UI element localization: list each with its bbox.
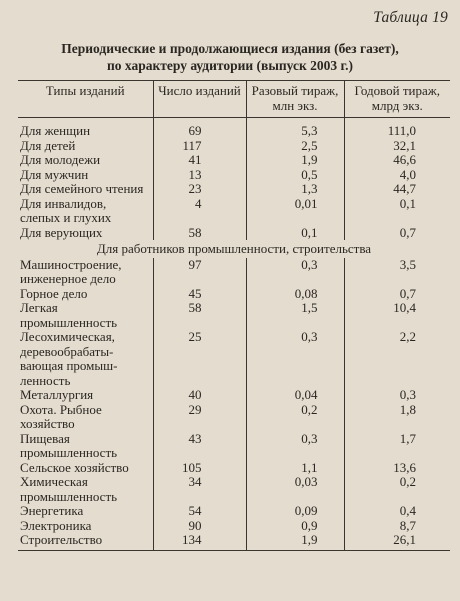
table-row [18, 461, 450, 476]
cell-annual-run: 1,8 [344, 403, 450, 432]
cell-single-run: 2,5 [246, 139, 344, 154]
cell-type-name: Сельское хозяйство [20, 459, 129, 475]
cell-single-run: 5,3 [246, 118, 344, 139]
table-row [18, 519, 450, 534]
caption-line-2: по характеру аудитории (выпуск 2003 г.) [107, 58, 353, 73]
table-row [18, 388, 450, 403]
cell-annual-run: 3,5 [344, 258, 450, 287]
cell-annual-run: 46,6 [344, 153, 450, 168]
cell-annual-run: 26,1 [344, 533, 450, 550]
cell-single-run: 0,9 [246, 519, 344, 534]
cell-count: 41 [153, 153, 246, 168]
publications-table [18, 80, 450, 551]
table-row [18, 258, 450, 287]
cell-type-name: Легкая промышленность [20, 300, 118, 330]
cell-count: 90 [153, 519, 246, 534]
cell-type-name: Пищевая промышленность [20, 430, 118, 460]
header-annual-run-text: Годовой тираж, млрд экз. [354, 83, 440, 113]
cell-annual-run: 2,2 [344, 330, 450, 388]
cell-annual-run: 10,4 [344, 301, 450, 330]
cell-count: 40 [153, 388, 246, 403]
cell-annual-run: 111,0 [344, 118, 450, 139]
cell-count: 34 [153, 475, 246, 504]
cell-annual-run: 32,1 [344, 139, 450, 154]
cell-type-name: Машиностроение, инженерное дело [20, 256, 122, 286]
header-count [153, 81, 246, 118]
table-row [18, 226, 450, 241]
cell-single-run: 0,04 [246, 388, 344, 403]
table-row [18, 301, 450, 330]
table-row [18, 182, 450, 197]
table-row [18, 139, 450, 154]
cell-single-run: 0,2 [246, 403, 344, 432]
header-count-text: Число изданий [158, 83, 241, 98]
table-row [18, 403, 450, 432]
cell-annual-run: 8,7 [344, 519, 450, 534]
cell-annual-run: 0,7 [344, 226, 450, 241]
table-row [18, 197, 450, 226]
cell-annual-run: 0,2 [344, 475, 450, 504]
table-body [18, 118, 450, 551]
caption-line-1: Периодические и продолжающиеся издания (без газет), [61, 41, 399, 56]
cell-single-run: 0,1 [246, 226, 344, 241]
cell-type-name: Строительство [18, 533, 153, 550]
header-annual-run [344, 81, 450, 118]
cell-type-name: Химическая промышленность [20, 474, 118, 504]
table-row [18, 118, 450, 139]
cell-count: 58 [153, 226, 246, 241]
cell-single-run: 0,08 [246, 287, 344, 302]
table-row [18, 504, 450, 519]
table-number: Таблица 19 [373, 9, 448, 26]
table-row [18, 168, 450, 183]
cell-count: 29 [153, 403, 246, 432]
cell-count: 105 [153, 461, 246, 476]
cell-single-run: 1,9 [246, 153, 344, 168]
cell-annual-run: 0,7 [344, 287, 450, 302]
cell-annual-run: 0,4 [344, 504, 450, 519]
table-row [18, 153, 450, 168]
table-row [18, 432, 450, 461]
cell-count: 25 [153, 330, 246, 388]
cell-single-run: 0,09 [246, 504, 344, 519]
cell-type-name: Энергетика [20, 503, 84, 518]
cell-single-run: 0,3 [246, 258, 344, 287]
header-type-text: Типы изданий [45, 83, 125, 98]
cell-single-run: 0,03 [246, 475, 344, 504]
table-row [18, 330, 450, 388]
cell-type-name: Для женщин [20, 123, 91, 138]
cell-type-name: Для молодежи [20, 152, 101, 167]
cell-count: 54 [153, 504, 246, 519]
cell-type-name: Лесохимическая, деревообрабаты-вающая промыш-ленность [20, 329, 118, 388]
cell-type-name: Охота. Рыбное хозяйство [20, 401, 102, 431]
cell-single-run: 1,5 [246, 301, 344, 330]
cell-count: 4 [153, 197, 246, 226]
cell-single-run: 0,5 [246, 168, 344, 183]
cell-single-run: 1,1 [246, 461, 344, 476]
cell-annual-run: 0,3 [344, 388, 450, 403]
table-row [18, 533, 450, 550]
table-header [18, 81, 450, 118]
header-row [18, 81, 450, 118]
cell-single-run: 0,3 [246, 330, 344, 388]
table-row [18, 475, 450, 504]
header-type [18, 81, 153, 118]
cell-type-name: Электроника [20, 517, 92, 533]
cell-type-name: Для мужчин [20, 166, 89, 182]
cell-type-name: Металлургия [20, 387, 94, 402]
cell-count: 134 [153, 533, 246, 550]
cell-count: 69 [153, 118, 246, 139]
cell-count: 43 [153, 432, 246, 461]
cell-count: 97 [153, 258, 246, 287]
table-caption [0, 40, 460, 74]
cell-count: 117 [153, 139, 246, 154]
cell-type-name: Для инвалидов, слепых и глухих [20, 195, 112, 225]
cell-single-run: 1,9 [246, 533, 344, 550]
cell-annual-run: 1,7 [344, 432, 450, 461]
cell-annual-run: 13,6 [344, 461, 450, 476]
cell-annual-run: 0,1 [344, 197, 450, 226]
table-row [18, 287, 450, 302]
cell-single-run: 0,3 [246, 432, 344, 461]
cell-count: 13 [153, 168, 246, 183]
cell-annual-run: 4,0 [344, 168, 450, 183]
cell-annual-run: 44,7 [344, 182, 450, 197]
cell-single-run: 0,01 [246, 197, 344, 226]
cell-type-name: Для семейного чтения [20, 181, 144, 196]
cell-type-name: Для верующих [20, 224, 103, 240]
cell-count: 45 [153, 287, 246, 302]
header-single-run-text: Разовый тираж, млн экз. [251, 83, 339, 113]
cell-count: 58 [153, 301, 246, 330]
section-row [18, 240, 450, 258]
cell-type-name: Горное дело [20, 285, 88, 301]
cell-count: 23 [153, 182, 246, 197]
cell-type-name: Для детей [20, 137, 76, 153]
cell-single-run: 1,3 [246, 182, 344, 197]
header-single-run [246, 81, 344, 118]
section-title: Для работников промышленности, строительства [96, 241, 372, 256]
